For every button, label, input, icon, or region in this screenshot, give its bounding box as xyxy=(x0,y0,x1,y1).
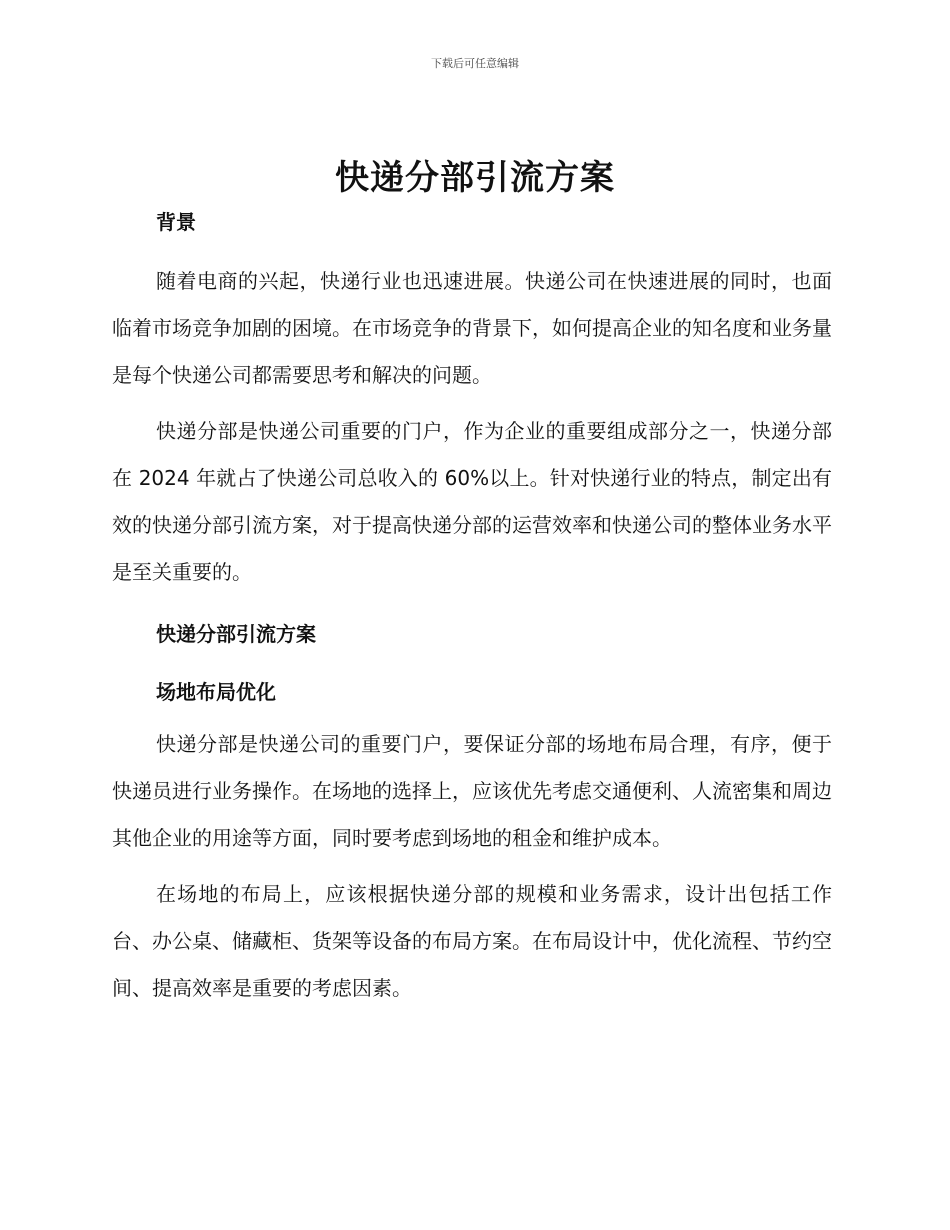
paragraph-layout-2: 在场地的布局上，应该根据快递分部的规模和业务需求，设计出包括工作台、办公桌、储藏柜、货架等设备的布局方案。在布局设计中，优化流程、节约空间、提高效率是重要的考虑因素。 xyxy=(112,882,832,1000)
document-title: 快递分部引流方案 xyxy=(335,158,615,198)
header-note: 下载后可任意编辑 xyxy=(431,57,519,70)
document-body xyxy=(112,202,832,1012)
paragraph-layout-1: 快递分部是快递公司的重要门户，要保证分部的场地布局合理，有序，便于快递员进行业务操作。在场地的选择上，应该优先考虑交通便利、人流密集和周边其他企业的用途等方面，同时要考虑到场地的租金和维护成本。 xyxy=(112,732,832,850)
spacer xyxy=(112,712,832,721)
paragraph-background-2: 快递分部是快递公司重要的门户，作为企业的重要组成部分之一，快递分部在 2024 年就占了快递公司总收入的 60%以上。针对快递行业的特点，制定出有效的快递分部引流方案，对于提高快递分部的运营效率和快递公司的整体业务水平是至关重要的。 xyxy=(112,419,832,584)
spacer xyxy=(112,862,832,871)
heading-layout: 场地布局优化 xyxy=(156,680,276,704)
spacer xyxy=(112,399,832,408)
spacer xyxy=(112,654,832,672)
heading-background: 背景 xyxy=(156,210,196,234)
spacer xyxy=(112,596,832,614)
heading-plan: 快递分部引流方案 xyxy=(156,622,316,646)
paragraph-background-1: 随着电商的兴起，快递行业也迅速进展。快递公司在快速进展的同时，也面临着市场竞争加剧的困境。在市场竞争的背景下，如何提高企业的知名度和业务量是每个快递公司都需要思考和解决的问题。 xyxy=(112,269,832,387)
